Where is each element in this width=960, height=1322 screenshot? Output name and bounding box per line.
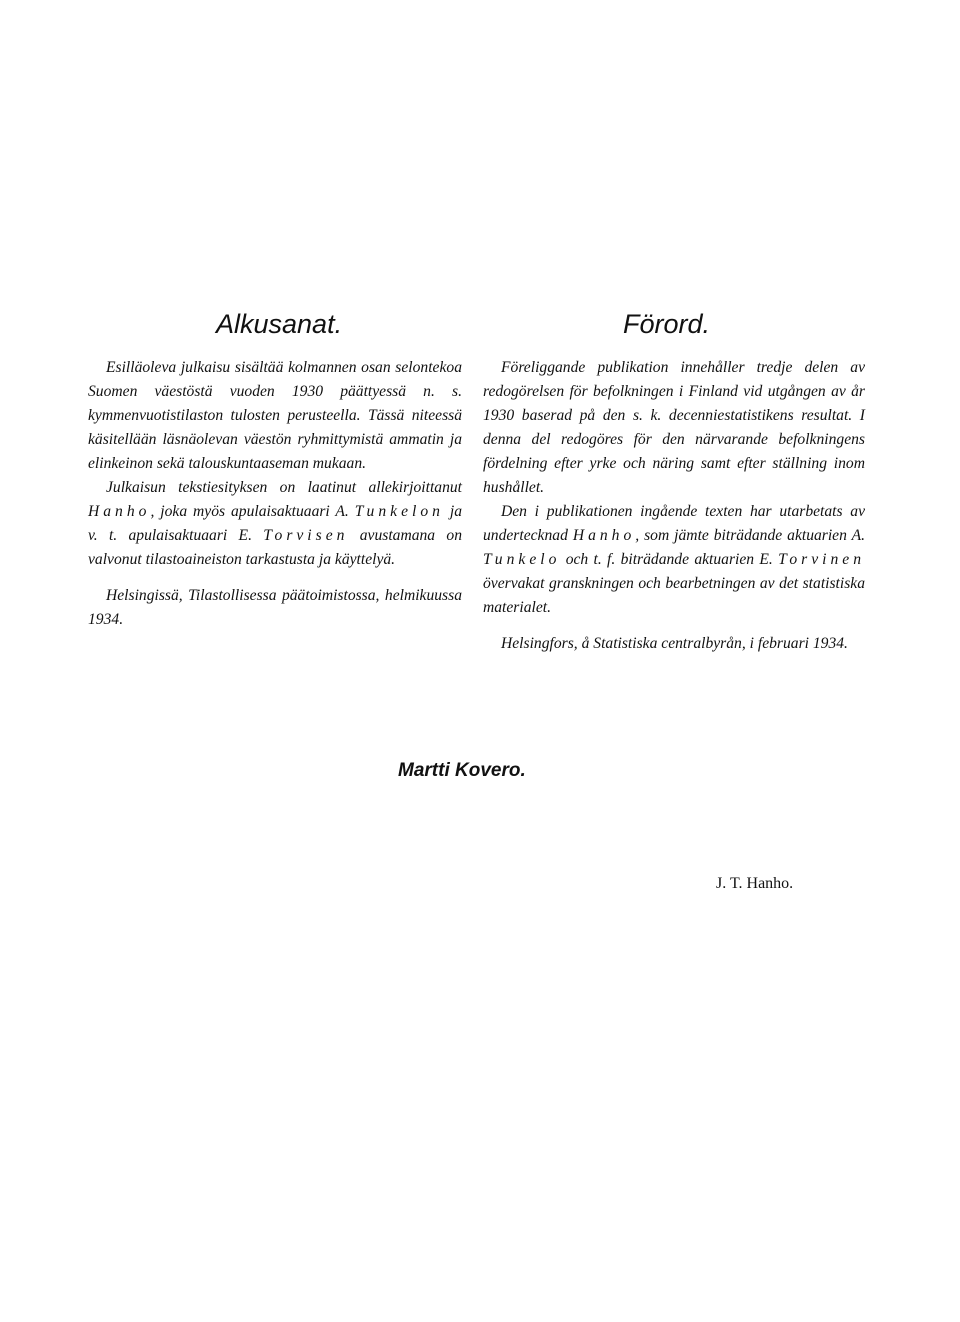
swedish-p2-text-b: , som jämte biträdande aktuarien A. — [635, 527, 865, 544]
finnish-p2-text-c: ja v. t. apulaisaktuaari E. — [88, 503, 462, 544]
finnish-paragraph-2 — [88, 476, 462, 572]
finnish-p2-text-d: avustamana on valvonut tilastoaineiston tarkastusta ja käyttelyä. — [88, 527, 462, 568]
finnish-name-torvinen: Torvisen — [263, 527, 349, 544]
finnish-p2-text-b: , joka myös apulaisaktuaari A. — [150, 503, 355, 520]
swedish-paragraph-2 — [483, 500, 865, 620]
swedish-heading: Förord. — [623, 309, 711, 339]
swedish-p2-text-a: Den i publikationen ingående texten har utarbetats av undertecknad — [483, 503, 865, 544]
swedish-name-tunkelo: Tunkelo — [483, 551, 561, 568]
signature-martti-kovero: Martti Kovero. — [398, 760, 526, 781]
finnish-column — [88, 308, 462, 632]
finnish-paragraph-1: Esilläoleva julkaisu sisältää kolmannen osan selontekoa Suomen väestöstä vuoden 1930 päättyessä n. s. kymmenvuotistilaston tulosten perusteella. Tässä niteessä käsitellään läsnäolevan väestön ryhmittymistä ammatin ja elinkeinon sekä talouskuntaaseman mukaan. — [88, 359, 462, 472]
finnish-p2-text-a: Julkaisun tekstiesityksen on laatinut allekirjoittanut — [106, 479, 462, 496]
swedish-p2-text-c: och t. f. biträdande aktuarien E. — [560, 551, 779, 568]
swedish-name-hanho: Hanho — [572, 527, 636, 544]
swedish-name-torvinen: Torvinen — [778, 551, 865, 568]
finnish-place-date: Helsingissä, Tilastollisessa päätoimistossa, helmikuussa 1934. — [88, 587, 462, 628]
swedish-paragraph-1: Föreliggande publikation innehåller tredje delen av redogörelsen för befolkningen i Finland vid utgången av år 1930 baserad på den s. k. decenniestatistikens resultat. I denna del redogöres för den närvarande befolkningens fördelning efter yrke och näring samt efter ställning inom hushållet. — [483, 359, 865, 496]
swedish-place-date: Helsingfors, å Statistiska centralbyrån, i februari 1934. — [501, 635, 848, 652]
finnish-name-tunkelo: Tunkelon — [354, 503, 444, 520]
swedish-column — [483, 308, 865, 656]
finnish-heading: Alkusanat. — [216, 309, 343, 339]
finnish-name-hanho: Hanho — [88, 503, 151, 520]
signature-jt-hanho: J. T. Hanho. — [716, 875, 794, 892]
swedish-p2-text-d: övervakat granskningen och bearbetningen av det statistiska materialet. — [483, 575, 865, 616]
